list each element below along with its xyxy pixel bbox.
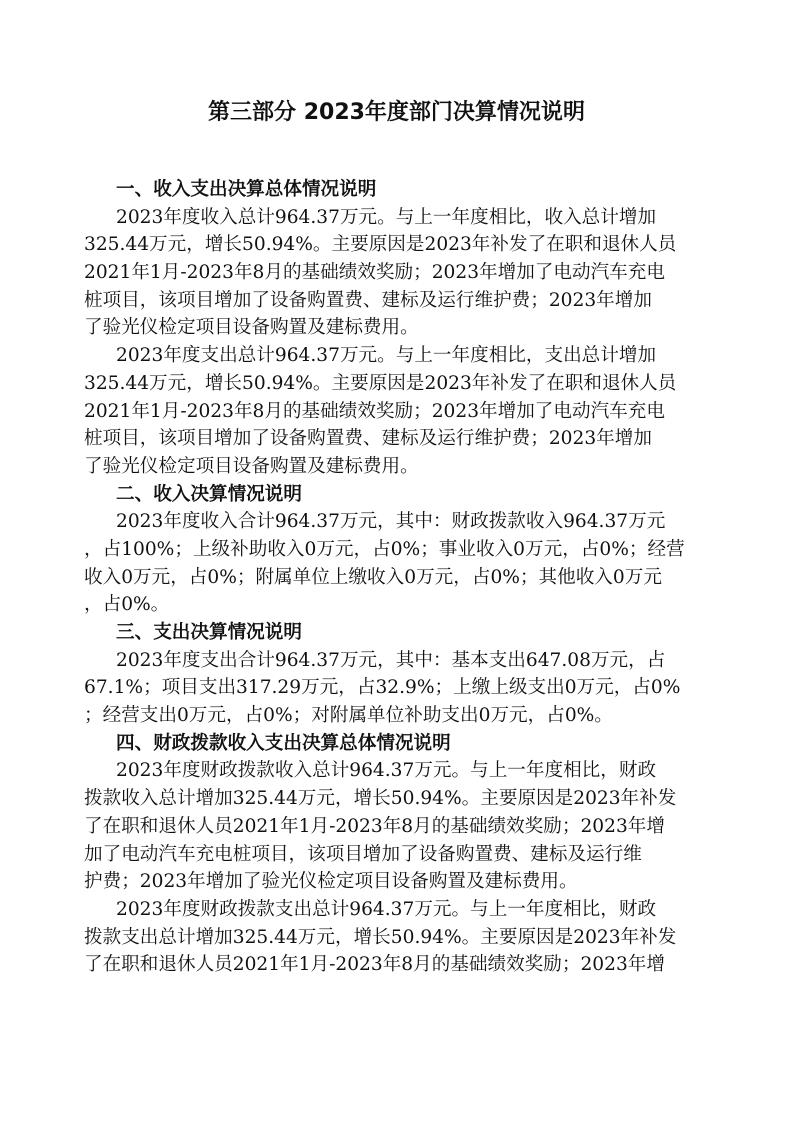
paragraph-line: 加了电动汽车充电桩项目，该项目增加了设备购置费、建标及运行维 <box>84 843 642 865</box>
paragraph-line: 2023年度财政拨款支出总计964.37万元。与上一年度相比，财政 <box>116 898 657 920</box>
paragraph-line: 了验光仪检定项目设备购置及建标费用。 <box>84 317 419 339</box>
paragraph-line: 拨款支出总计增加325.44万元，增长50.94%。主要原因是2023年补发 <box>84 926 677 948</box>
page-title: 第三部分 2023年度部门决算情况说明 <box>208 100 585 125</box>
section-heading: 四、财政拨款收入支出决算总体情况说明 <box>116 732 451 754</box>
paragraph-line: 2023年度财政拨款收入总计964.37万元。与上一年度相比，财政 <box>116 760 657 782</box>
paragraph-line: 2021年1月-2023年8月的基础绩效奖励；2023年增加了电动汽车充电 <box>84 400 665 422</box>
paragraph-line: 了验光仪检定项目设备购置及建标费用。 <box>84 455 419 477</box>
paragraph-line: 2023年度支出总计964.37万元。与上一年度相比，支出总计增加 <box>116 345 657 367</box>
paragraph-line: 了在职和退休人员2021年1月-2023年8月的基础绩效奖励；2023年增 <box>84 954 665 976</box>
section-heading: 三、支出决算情况说明 <box>116 622 302 643</box>
section-heading: 一、收入支出决算总体情况说明 <box>116 179 377 200</box>
paragraph-line: 325.44万元，增长50.94%。主要原因是2023年补发了在职和退休人员 <box>84 372 677 394</box>
paragraph-line: ，占100%；上级补助收入0万元，占0%；事业收入0万元，占0%；经营 <box>84 538 685 560</box>
paragraph-line: 桩项目，该项目增加了设备购置费、建标及运行维护费；2023年增加 <box>84 289 652 311</box>
paragraph-line: 桩项目，该项目增加了设备购置费、建标及运行维护费；2023年增加 <box>84 428 652 450</box>
section-heading: 二、收入决算情况说明 <box>116 483 302 505</box>
paragraph-line: 护费；2023年增加了验光仪检定项目设备购置及建标费用。 <box>84 871 578 893</box>
paragraph-line: 拨款收入总计增加325.44万元，增长50.94%。主要原因是2023年补发 <box>84 788 677 810</box>
paragraph-line: 了在职和退休人员2021年1月-2023年8月的基础绩效奖励；2023年增 <box>84 815 665 837</box>
paragraph-line: 收入0万元，占0%；附属单位上缴收入0万元，占0%；其他收入0万元 <box>84 566 662 588</box>
document-body <box>84 176 724 979</box>
paragraph-line: 2023年度支出合计964.37万元，其中：基本支出647.08万元，占 <box>116 649 666 671</box>
paragraph-line: 2023年度收入总计964.37万元。与上一年度相比，收入总计增加 <box>116 206 657 228</box>
paragraph-line: ，占0%。 <box>84 594 170 616</box>
paragraph-line: 325.44万元，增长50.94%。主要原因是2023年补发了在职和退休人员 <box>84 234 677 256</box>
paragraph-line: 67.1%；项目支出317.29万元，占32.9%；上缴上级支出0万元，占0% <box>84 677 681 699</box>
paragraph-line: 2023年度收入合计964.37万元，其中：财政拨款收入964.37万元 <box>116 511 666 533</box>
paragraph-line: 2021年1月-2023年8月的基础绩效奖励；2023年增加了电动汽车充电 <box>84 262 665 284</box>
paragraph-line: ；经营支出0万元，占0%；对附属单位补助支出0万元，占0%。 <box>84 705 613 727</box>
